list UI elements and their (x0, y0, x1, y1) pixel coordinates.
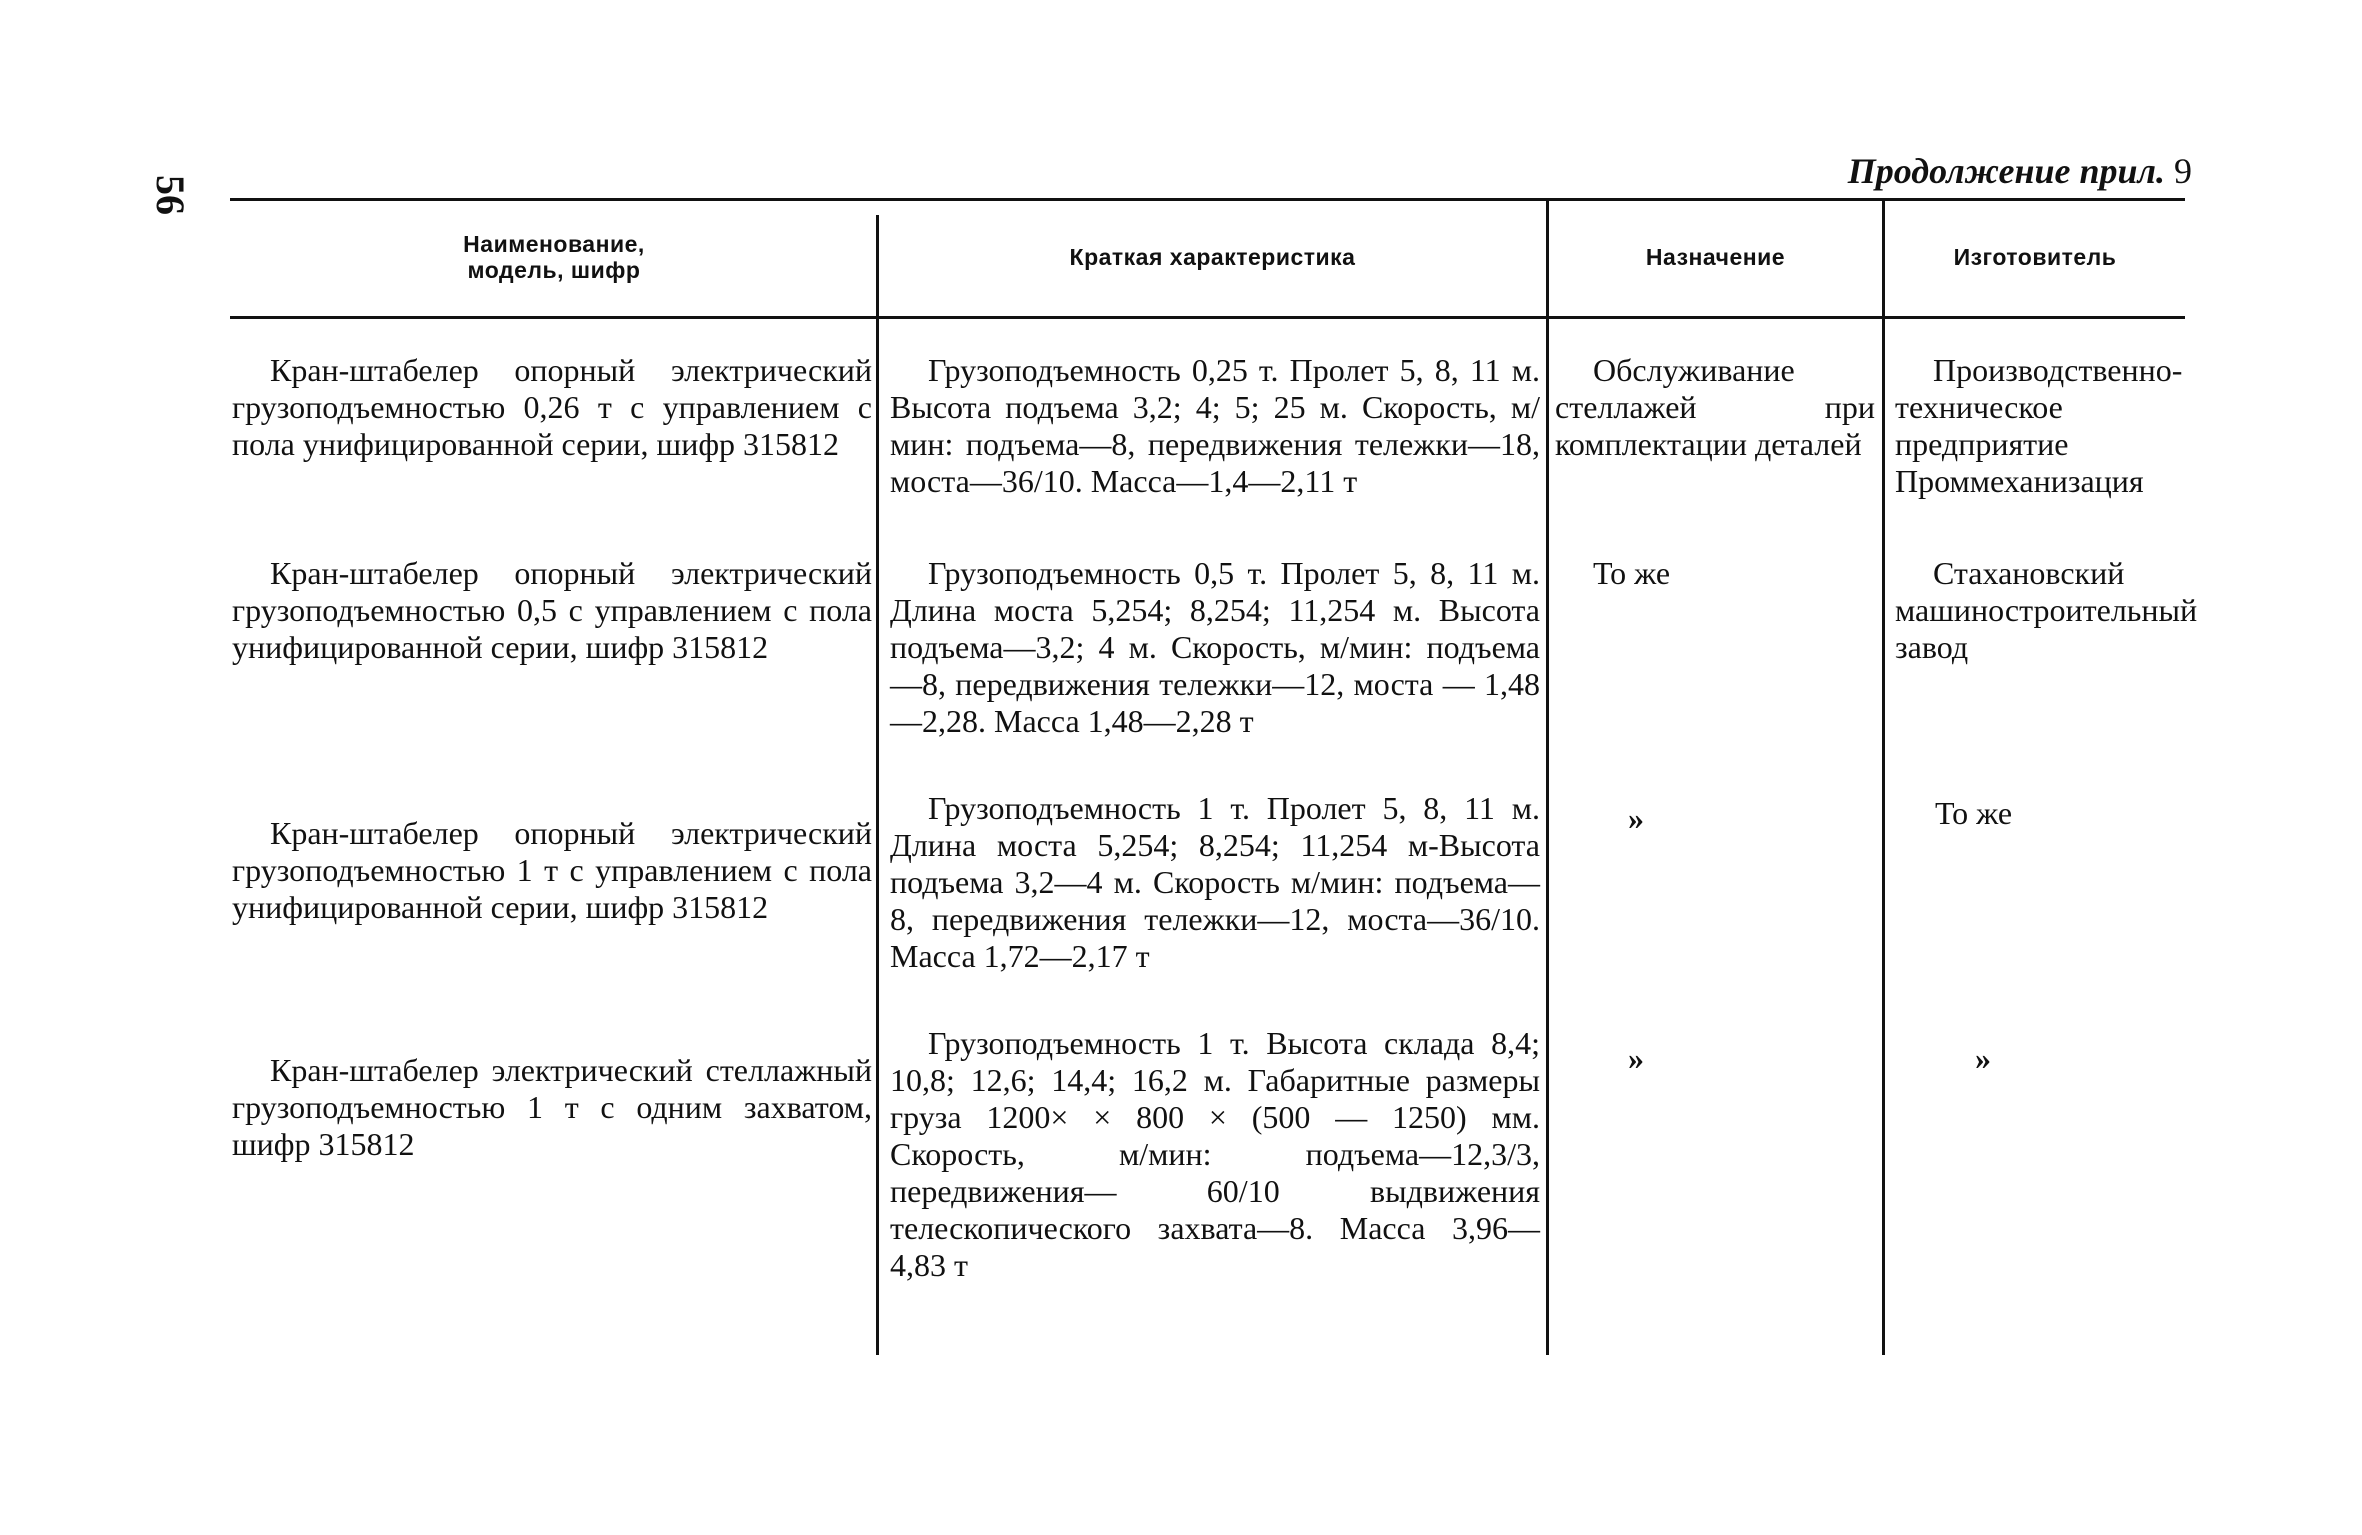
row-1-characteristic: Грузоподъемность 0,25 т. Пролет 5, 8, 11 м. Высота подъема 3,2; 4; 5; 25 м. Скорость, м/мин: подъема—8, передвижения тележки—18, моста—36/10. Масса—1,4—2,11 т (890, 352, 1540, 499)
row-2-purpose: То же (1593, 555, 1671, 591)
column-divider-2 (1546, 200, 1549, 1355)
row-1-purpose: Обслуживание стеллажей при комплектации деталей (1555, 352, 1875, 462)
row-2-characteristic: Грузоподъемность 0,5 т. Пролет 5, 8, 11 м. Длина моста 5,254; 8,254; 11,254 м. Высота подъема—3,2; 4 м. Скорость, м/мин: подъема—8, передвижения тележки—12, моста — 1,48—2,28. Масса 1,48—2,28 т (890, 555, 1540, 739)
row-2-name: Кран-штабелер опорный электрический грузоподъемностью 0,5 с управлением с пола унифицированной серии, шифр 315812 (232, 555, 872, 665)
table-top-rule (230, 198, 2185, 201)
header-name: Наименование, модель, шифр (463, 231, 645, 283)
header-manufacturer: Изготовитель (1953, 244, 2117, 271)
row-3-manufacturer: То же (1935, 795, 2013, 831)
row-1-manufacturer: Производственно-техническое предприятие Проммеханизация (1895, 352, 2183, 499)
row-4-manufacturer-ditto: » (1975, 1040, 1991, 1076)
row-3-purpose-ditto: » (1628, 800, 1644, 836)
header-characteristic: Краткая характеристика (1069, 244, 1356, 271)
column-divider-3 (1882, 200, 1885, 1355)
row-4-name: Кран-штабелер электрический стеллажный грузоподъемностью 1 т с одним захватом, шифр 315812 (232, 1052, 872, 1162)
header-purpose: Назначение (1645, 244, 1786, 271)
table-header-rule (230, 316, 2185, 319)
page-number: 56 (148, 175, 193, 215)
row-4-purpose-ditto: » (1628, 1040, 1644, 1076)
continuation-text: Продолжение прил. (1847, 151, 2165, 191)
continuation-label (1848, 150, 2192, 192)
row-1-name: Кран-штабелер опорный электрический грузоподъемностью 0,26 т с управлением с пола унифицированной серии, шифр 315812 (232, 352, 872, 462)
row-3-characteristic: Грузоподъемность 1 т. Пролет 5, 8, 11 м. Длина моста 5,254; 8,254; 11,254 м-Высота подъема 3,2—4 м. Скорость м/мин: подъема—8, передвижения тележки—12, моста—36/10. Масса 1,72—2,17 т (890, 790, 1540, 974)
continuation-number: 9 (2174, 151, 2192, 191)
column-divider-1 (876, 215, 879, 1355)
row-2-manufacturer: Стахановский машиностроительный завод (1895, 555, 2198, 665)
row-3-name: Кран-штабелер опорный электрический грузоподъемностью 1 т с управлением с пола унифицированной серии, шифр 315812 (232, 815, 872, 925)
row-4-characteristic: Грузоподъемность 1 т. Высота склада 8,4; 10,8; 12,6; 14,4; 16,2 м. Габаритные размеры груза 1200× × 800 × (500 — 1250) мм. Скорость, м/мин: подъема—12,3/3, передвижения— 60/10 выдвижения телескопического захвата—8. Масса 3,96—4,83 т (890, 1025, 1540, 1283)
